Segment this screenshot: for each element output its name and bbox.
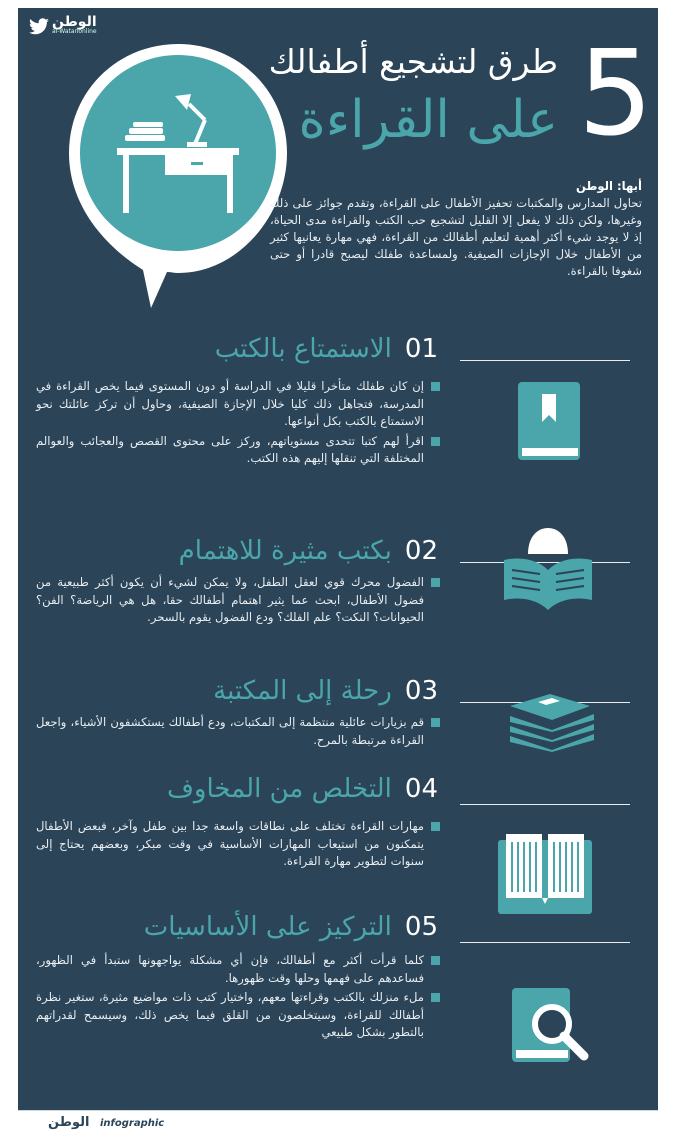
section-number: 04 [404, 774, 438, 804]
section-02-heading [179, 536, 438, 566]
bullet-item: إن كان طفلك متأخرا قليلا في الدراسة أو دون المستوى فيما يخص القراءة في المدرسة، فتجاهل ذلك كليا خلال الإجازة الصيفية، وحاول أن تركز عائلتك نحو الاستمتاع بالكتب بكل أنواعها. [36, 378, 440, 431]
intro-byline: أبها: الوطن [576, 179, 642, 193]
twitter-icon [28, 18, 50, 36]
brand-logo: الوطن al-Watanonline [52, 14, 97, 35]
footer [18, 1110, 658, 1139]
section-divider [460, 942, 630, 943]
section-title: بكتب مثيرة للاهتمام [178, 536, 392, 566]
infographic-panel [18, 8, 658, 1110]
footer-tag: infographic [100, 1118, 165, 1129]
intro-paragraph [270, 178, 642, 280]
section-title: رحلة إلى المكتبة [213, 676, 392, 706]
bullet-item: كلما قرأت أكثر مع أطفالك، فإن أي مشكلة يواجهونها ستبدأ في الظهور، فساعدهم على فهمها وحلها وقت ظهورها. [36, 952, 440, 987]
bullet-item: اقرأ لهم كتبا تتحدى مستوياتهم، وركز على محتوى القصص والعجائب والعوالم المختلفة التي تنقلها إليهم هذه الكتب. [36, 433, 440, 468]
section-05-bullets [36, 952, 440, 1044]
section-divider [460, 804, 630, 805]
open-book-icon [498, 834, 592, 914]
section-03-bullets [36, 714, 440, 751]
bullet-item: ملء منزلك بالكتب وقراءتها معهم، واختيار كتب ذات مواضيع مثيرة، ستغير نظرة أطفالك للقراءة، وسيتخلصون من القلق فيما يخص ذلك، وسيسمح لقدراتهم بالتطور بشكل طبيعي [36, 989, 440, 1042]
title-line-2: على القراءة [298, 90, 558, 150]
bullet-item: مهارات القراءة تختلف على نطاقات واسعة جدا بين طفل وآخر، فبعض الأطفال يتمكنون من استيعاب المهارات الأساسية في وقت مبكر، وبعضهم يحتاج إلى سنوات لتطوير مهارة القراءة. [36, 818, 440, 871]
bullet-item: قم بزيارات عائلية منتظمة إلى المكتبات، ودع أطفالك يستكشفون الأشياء، واجعل القراءة مرتبطة بالمرح. [36, 714, 440, 749]
section-number: 02 [404, 536, 438, 566]
section-04-bullets [36, 818, 440, 873]
section-05-heading [144, 912, 438, 942]
book-stack-icon [502, 688, 598, 752]
section-04-heading [167, 774, 438, 804]
section-number: 03 [404, 676, 438, 706]
book-search-icon [512, 988, 594, 1064]
section-title: الاستمتاع بالكتب [214, 334, 392, 364]
section-03-heading [213, 676, 438, 706]
intro-text: تحاول المدارس والمكتبات تحفيز الأطفال على القراءة، وتقدم جوائز على ذلك وغيرها، ولكن ذلك لا يفعل إلا القليل لتشجيع حب الكتب والقراءة مدى الحياة، إذ لا يوجد شيء أكثر أهمية لتعليم أطفالك من القراءة، فهي مهارة يعانيها كثير من الأطفال خلال الإجازات الصيفية. ولمساعدة طفلك ليصبح قادرا أو حتى شغوفا بالقراءة. [270, 196, 642, 278]
title-number: 5 [578, 24, 652, 162]
bullet-item: الفضول محرك قوي لعقل الطفل، ولا يمكن لشيء أن يكون أكثر طبيعية من فضول الأطفال، ابحث عما يثير اهتمام أطفالك حقا، هل هي الرياضة؟ الفن؟ الحيوانات؟ النكت؟ علم الفلك؟ ودع الفضول يقوم بالسحر. [36, 574, 440, 627]
section-number: 05 [404, 912, 438, 942]
reading-person-icon [502, 524, 594, 612]
section-number: 01 [404, 334, 438, 364]
footer-logo: الوطن [48, 1115, 90, 1130]
desk-lamp-icon [63, 40, 293, 310]
brand-logo-sub: al-Watanonline [52, 28, 97, 35]
title-line-1: طرق لتشجيع أطفالك [268, 42, 558, 81]
section-01-heading [215, 334, 438, 364]
section-divider [460, 360, 630, 361]
section-01-bullets [36, 378, 440, 470]
bookmark-book-icon [518, 382, 580, 460]
section-title: التخلص من المخاوف [166, 774, 392, 804]
section-02-bullets [36, 574, 440, 629]
section-title: التركيز على الأساسيات [143, 912, 392, 942]
